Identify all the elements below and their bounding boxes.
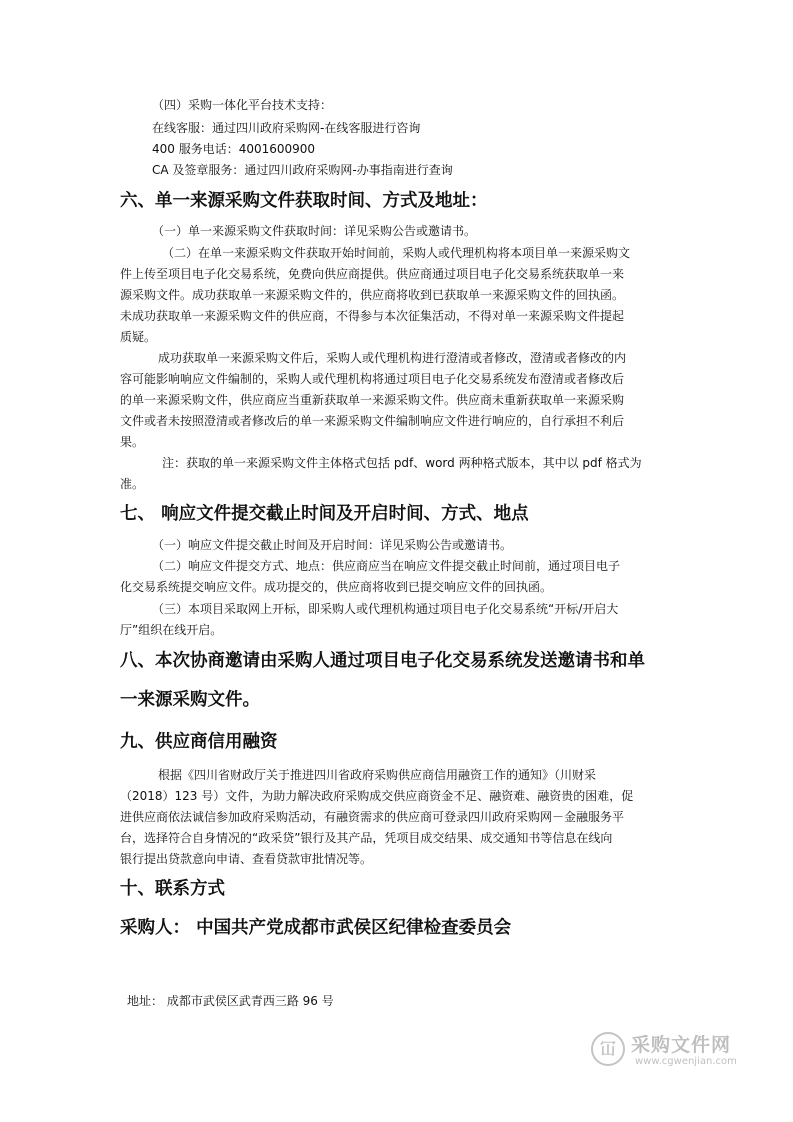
section-6-heading: 六、单一来源采购文件获取时间、方式及地址： xyxy=(120,191,488,211)
purchaser-address: 地址： 成都市武侯区武青西三路 96 号 xyxy=(127,994,334,1008)
section-8-heading-line: 一来源采购文件。 xyxy=(120,690,260,710)
section-9-heading: 九、供应商信用融资 xyxy=(120,732,278,752)
section-7-p2-line: （二）响应文件提交方式、地点：供应商应当在响应文件提交截止时间前，通过项目电子 xyxy=(152,559,621,573)
section-7-heading: 七、 响应文件提交截止时间及开启时间、方式、地点 xyxy=(120,504,529,524)
support-phone: 400 服务电话：4001600900 xyxy=(152,142,316,156)
section-9-p1-line: 银行提出贷款意向申请、查看贷款审批情况等。 xyxy=(120,852,373,866)
section-6-p2-line: 未成功获取单一来源采购文件的供应商，不得参与本次征集活动，不得对单一来源采购文件提起 xyxy=(120,309,625,323)
section-6-p3-line: 成功获取单一来源采购文件后，采购人或代理机构进行澄清或者修改，澄清或者修改的内 xyxy=(158,351,627,365)
section-9-p1-line: 台，选择符合自身情况的“政采贷”银行及其产品，凭项目成交结果、成交通知书等信息在线向 xyxy=(120,831,613,845)
support-title: （四）采购一体化平台技术支持： xyxy=(152,98,333,112)
site-watermark xyxy=(591,1030,761,1072)
section-9-p1-line: （2018）123 号）文件，为助力解决政府采购成交供应商资金不足、融资难、融资贵的困难，促 xyxy=(120,789,634,803)
section-8-heading-line: 八、本次协商邀请由采购人通过项目电子化交易系统发送邀请书和单 xyxy=(120,651,645,671)
section-6-p3-line: 果。 xyxy=(120,435,145,449)
section-6-p2-line: 源采购文件。成功获取单一来源采购文件的，供应商将收到已获取单一来源采购文件的回执函。 xyxy=(120,288,625,302)
section-9-p1-line: 根据《四川省财政厅关于推进四川省政府采购供应商信用融资工作的通知》（川财采 xyxy=(158,768,597,782)
section-6-note-line: 准。 xyxy=(120,477,145,491)
support-online-service: 在线客服：通过四川政府采购网-在线客服进行咨询 xyxy=(152,121,421,135)
section-7-p3-line: （三）本项目采取网上开标，即采购人或代理机构通过项目电子化交易系统“开标/开启大 xyxy=(152,602,619,616)
watermark-url: www.cgwenjian.com xyxy=(635,1056,737,1067)
watermark-title: 采购文件网 xyxy=(631,1034,732,1056)
section-6-p1: （一）单一来源采购文件获取时间：详见采购公告或邀请书。 xyxy=(152,224,477,238)
section-6-p2-line: 质疑。 xyxy=(120,330,157,344)
support-ca: CA 及签章服务：通过四川政府采购网-办事指南进行查询 xyxy=(152,163,453,177)
section-7-p2-line: 化交易系统提交响应文件。成功提交的，供应商将收到已提交响应文件的回执函。 xyxy=(120,580,553,594)
section-7-p1: （一）响应文件提交截止时间及开启时间：详见采购公告或邀请书。 xyxy=(152,538,513,552)
purchaser-name: 采购人： 中国共产党成都市武侯区纪律检查委员会 xyxy=(120,918,512,938)
section-6-p3-line: 文件或者未按照澄清或者修改后的单一来源采购文件编制响应文件进行响应的，自行承担不利后 xyxy=(120,414,625,428)
section-6-p2-line: （二）在单一来源采购文件获取开始时间前，采购人或代理机构将本项目单一来源采购文 xyxy=(162,246,631,260)
section-6-note-line: 注：获取的单一来源采购文件主体格式包括 pdf、word 两种格式版本，其中以 pdf 格式为 xyxy=(162,456,642,470)
watermark-logo-icon: 冚 xyxy=(591,1032,625,1066)
section-6-p3-line: 的单一来源采购文件，供应商应当重新获取单一来源采购文件。供应商未重新获取单一来源采购 xyxy=(120,393,625,407)
section-6-p3-line: 容可能影响响应文件编制的，采购人或代理机构将通过项目电子化交易系统发布澄清或者修改后 xyxy=(120,372,625,386)
section-9-p1-line: 进供应商依法诚信参加政府采购活动，有融资需求的供应商可登录四川政府采购网－金融服务平 xyxy=(120,810,625,824)
section-6-p2-line: 件上传至项目电子化交易系统，免费向供应商提供。供应商通过项目电子化交易系统获取单一来 xyxy=(120,267,625,281)
section-10-heading: 十、联系方式 xyxy=(120,879,225,899)
section-7-p3-line: 厅”组织在线开启。 xyxy=(120,623,223,637)
